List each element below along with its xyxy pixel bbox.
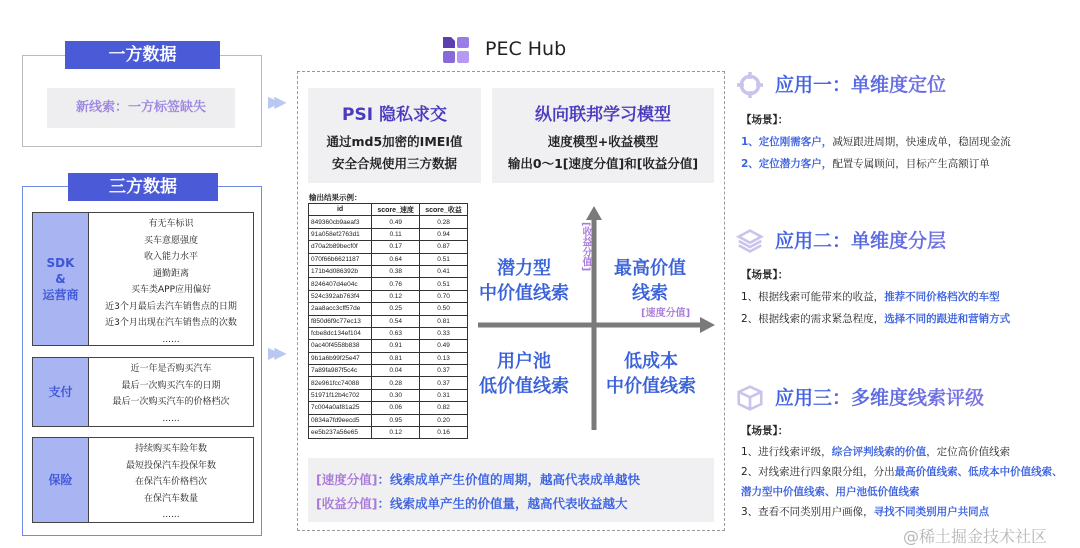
table-header-cell: id xyxy=(309,204,372,216)
section-item: 近一年是否购买汽车 xyxy=(130,364,212,374)
scene-text: 2、定位潜力客户， xyxy=(741,158,833,170)
layers-icon xyxy=(735,228,765,254)
table-cell: 0.12 xyxy=(372,290,420,302)
table-row xyxy=(309,241,468,253)
x-arrow-icon xyxy=(700,317,715,333)
third-party-title: 三方数据 xyxy=(68,173,218,201)
scene-label: 【场景】： xyxy=(741,269,789,281)
table-cell: 0.49 xyxy=(372,216,420,228)
scene-text: 配置专属顾问，目标产生高额订单 xyxy=(832,158,990,170)
table-cell: 0.76 xyxy=(372,278,420,290)
table-cell: 171b4d086392b xyxy=(309,265,372,277)
scene-text: 寻找不同类别用户共同点 xyxy=(873,506,990,518)
section-items xyxy=(89,213,253,345)
section-item: 买车意愿强度 xyxy=(143,235,198,246)
app-title: 应用一：单维度定位 xyxy=(775,70,1075,97)
table-cell: 0.81 xyxy=(372,352,420,364)
pec-hub-title: PEC Hub xyxy=(485,38,567,60)
quadrant-axes xyxy=(470,200,730,435)
legend-key: [收益分值] xyxy=(316,496,378,511)
app-title: 应用三：多维度线索评级 xyxy=(775,383,1075,410)
section-insurance xyxy=(32,437,254,523)
scene-line xyxy=(741,308,1075,330)
table-cell: 0.11 xyxy=(372,228,420,240)
table-cell: 0834a7fd9eecd5 xyxy=(309,414,372,426)
scene-text: 综合评判线索的价值 xyxy=(831,446,927,458)
section-label: 保险 xyxy=(33,438,89,522)
table-cell: 0.94 xyxy=(420,228,468,240)
flow-arrow-icon: ▶▶ xyxy=(268,92,281,111)
psi-card xyxy=(308,88,481,183)
scene-line xyxy=(741,153,1075,175)
scene-text: 2、对线索进行四象限分组，分出 xyxy=(741,466,895,478)
table-row xyxy=(309,389,468,401)
table-row xyxy=(309,427,468,439)
table-cell: 0ac40f4558b838 xyxy=(309,340,372,352)
section-item: 在保汽车数量 xyxy=(143,493,198,504)
legend-speed xyxy=(316,468,714,492)
score-table xyxy=(308,203,468,439)
table-cell: 0.63 xyxy=(372,327,420,339)
quadrant-bottom-right: 低成本 中价值线索 xyxy=(606,351,696,397)
quadrant-top-right: 最高价值 线索 xyxy=(614,258,686,304)
app-one-scenes xyxy=(735,100,1075,175)
section-item: 最后一次购买汽车的价格档次 xyxy=(112,397,230,407)
table-cell: ee5b237a56e65 xyxy=(309,427,372,439)
scene-text: 3、查看不同类别用户画像， xyxy=(741,506,874,518)
table-cell: 0.81 xyxy=(420,315,468,327)
table-cell: d70a2b89becf0f xyxy=(309,241,372,253)
app-three-scenes xyxy=(735,411,1070,522)
vfl-line: 速度模型+收益模型 xyxy=(547,134,659,149)
vfl-title: 纵向联邦学习模型 xyxy=(535,105,671,125)
scene-text: 1、定位刚需客户， xyxy=(741,136,833,148)
table-cell: 7a89fa987f5c4c xyxy=(309,365,372,377)
table-cell: 2aa8acc3cff57de xyxy=(309,303,372,315)
table-cell: 0.17 xyxy=(372,241,420,253)
table-row xyxy=(309,303,468,315)
section-item: 通勤距离 xyxy=(152,268,189,279)
table-cell: 0.33 xyxy=(420,327,468,339)
table-cell: 0.37 xyxy=(420,377,468,389)
section-item: 持续购买车险年数 xyxy=(134,444,207,454)
table-cell: 0.82 xyxy=(420,402,468,414)
table-cell: 0.50 xyxy=(420,303,468,315)
scene-line xyxy=(741,131,1075,153)
x-axis-label: [速度分值] xyxy=(641,308,691,319)
section-item: ...... xyxy=(162,413,180,424)
table-cell: 070f66b6621187 xyxy=(309,253,372,265)
scene-label: 【场景】： xyxy=(741,114,789,126)
psi-line: 通过md5加密的IMEI值 xyxy=(326,134,463,149)
table-cell: f850d6f9c77ec13 xyxy=(309,315,372,327)
section-item: 收入能力水平 xyxy=(143,252,198,262)
quadrant-top-left: 潜力型 中价值线索 xyxy=(479,258,569,304)
scene-label: 【场景】： xyxy=(741,425,789,437)
table-row xyxy=(309,290,468,302)
scene-text: ，定位高价值线索 xyxy=(926,446,1011,458)
table-cell: fcbe8dc134ef104 xyxy=(309,327,372,339)
scene-text: 1、进行线索评级， xyxy=(741,446,832,458)
table-cell: 0.30 xyxy=(372,389,420,401)
table-row xyxy=(309,228,468,240)
section-item: 近3个月最后去汽车销售点的日期 xyxy=(105,301,237,312)
table-cell: 0.95 xyxy=(372,414,420,426)
first-party-note: 新线索：一方标签缺失 xyxy=(47,88,235,128)
quadrant-bottom-left: 用户池 低价值线索 xyxy=(479,351,569,397)
psi-title: PSI 隐私求交 xyxy=(342,105,447,125)
app-two xyxy=(735,226,1075,253)
scene-line xyxy=(741,502,1070,522)
table-cell: 0.28 xyxy=(372,377,420,389)
table-cell: 0.16 xyxy=(420,427,468,439)
table-cell: 0.41 xyxy=(420,265,468,277)
table-cell: 0.54 xyxy=(372,315,420,327)
table-cell: 82e961fcc74088 xyxy=(309,377,372,389)
section-label: 支付 xyxy=(33,358,89,426)
section-item: 有无车标识 xyxy=(148,219,194,229)
table-row xyxy=(309,340,468,352)
table-cell: 51971f12b4c702 xyxy=(309,389,372,401)
watermark: @稀土掘金技术社区 xyxy=(903,527,1048,546)
table-cell: 0.51 xyxy=(420,253,468,265)
table-cell: 0.70 xyxy=(420,290,468,302)
table-header-cell: score_收益 xyxy=(420,204,468,216)
table-row xyxy=(309,265,468,277)
table-cell: 0.28 xyxy=(420,216,468,228)
section-item: ...... xyxy=(162,334,180,345)
pec-hub-logo-icon xyxy=(443,37,469,63)
table-row xyxy=(309,327,468,339)
section-payment xyxy=(32,357,254,427)
table-cell: 0.38 xyxy=(372,265,420,277)
table-cell: 0.20 xyxy=(420,414,468,426)
section-label: SDK & 运营商 xyxy=(33,213,89,345)
legend-text: ：线索成单产生的价值量，越高代表收益越大 xyxy=(377,496,628,511)
app-title: 应用二：单维度分层 xyxy=(775,226,1075,253)
scene-line xyxy=(741,462,1070,502)
section-item: 近3个月出现在汽车销售点的次数 xyxy=(105,318,237,328)
section-item: 在保汽车价格档次 xyxy=(134,477,207,487)
section-items xyxy=(89,438,253,522)
table-row xyxy=(309,402,468,414)
scene-text: 1、根据线索可能带来的收益， xyxy=(741,291,885,303)
legend-text: ：线索成单产生价值的周期，越高代表成单越快 xyxy=(377,472,640,487)
section-item: 最后一次购买汽车的日期 xyxy=(121,380,221,391)
table-row xyxy=(309,352,468,364)
psi-line: 安全合规使用三方数据 xyxy=(331,156,457,171)
table-cell: 9b1a6b99f25e47 xyxy=(309,352,372,364)
table-cell: 0.13 xyxy=(420,352,468,364)
table-cell: 0.06 xyxy=(372,402,420,414)
table-cell: 0.51 xyxy=(420,278,468,290)
table-cell: 0.25 xyxy=(372,303,420,315)
table-cell: 0.64 xyxy=(372,253,420,265)
table-header xyxy=(309,204,468,216)
table-cell: 0.12 xyxy=(372,427,420,439)
scene-text: 选择不同的跟进和营销方式 xyxy=(884,313,1011,325)
table-row xyxy=(309,365,468,377)
y-axis-label: [收益分值] xyxy=(580,222,591,272)
scene-text: 2、根据线索的需求紧急程度， xyxy=(741,313,885,325)
target-icon xyxy=(735,72,765,98)
section-sdk xyxy=(32,212,254,346)
table-cell: 849360cb9aeaf3 xyxy=(309,216,372,228)
scene-text: 减短跟进周期，快速成单，稳固现金流 xyxy=(832,136,1011,148)
section-items xyxy=(89,358,253,426)
flow-arrow-icon: ▶▶ xyxy=(268,343,281,362)
table-header-cell: score_速度 xyxy=(372,204,420,216)
table-cell: 7c004a0af81a25 xyxy=(309,402,372,414)
table-row xyxy=(309,315,468,327)
app-three xyxy=(735,383,1075,410)
scene-line xyxy=(741,442,1070,462)
table-cell: 0.37 xyxy=(420,365,468,377)
table-cell: 0.91 xyxy=(372,340,420,352)
table-cell: 0.87 xyxy=(420,241,468,253)
table-caption: 输出结果示例： xyxy=(309,193,362,202)
scene-text: 推荐不同价格档次的车型 xyxy=(884,291,1000,303)
table-row xyxy=(309,377,468,389)
first-party-title: 一方数据 xyxy=(65,41,220,69)
table-row xyxy=(309,414,468,426)
y-arrow-icon xyxy=(586,206,602,220)
vfl-line: 输出0～1[速度分值]和[收益分值] xyxy=(507,156,699,171)
table-cell: 91a058ef2763d1 xyxy=(309,228,372,240)
table-cell: 0.49 xyxy=(420,340,468,352)
scene-text: 最高价值线索、低成本中价值线索、潜力型中价值线索、用户池低价值线索 xyxy=(741,466,1063,498)
legend-key: [速度分值] xyxy=(316,472,378,487)
section-item: 买车类APP应用偏好 xyxy=(130,285,211,295)
vfl-card xyxy=(492,88,714,183)
app-two-scenes xyxy=(735,255,1075,330)
table-row xyxy=(309,216,468,228)
table-cell: 524c392ab763f4 xyxy=(309,290,372,302)
section-item: 最短投保汽车投保年数 xyxy=(125,460,216,471)
score-legend xyxy=(308,458,714,522)
section-item: ...... xyxy=(162,510,180,520)
app-one xyxy=(735,70,1075,97)
table-cell: 0.31 xyxy=(420,389,468,401)
box-icon xyxy=(735,385,765,411)
legend-revenue xyxy=(316,492,714,516)
table-cell: 0.04 xyxy=(372,365,420,377)
table-cell: 8246407d4e04c xyxy=(309,278,372,290)
table-row xyxy=(309,253,468,265)
table-row xyxy=(309,278,468,290)
scene-line xyxy=(741,286,1075,308)
